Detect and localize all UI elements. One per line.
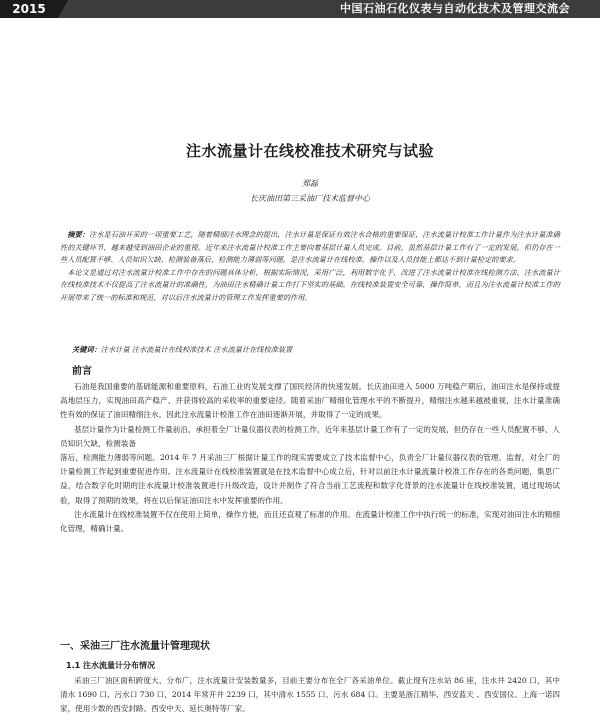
keywords-label: 关键词：: [72, 345, 101, 354]
conference-title: 中国石油石化仪表与自动化技术及管理交流会: [340, 2, 570, 15]
keywords-text: 注水计量 注水流量计在线校准技术 注水流量计在线校准装置: [100, 345, 293, 354]
article-author: 郑磊: [302, 179, 318, 188]
abstract-label: 摘要：: [67, 230, 89, 239]
section-paragraph: 采油三厂油区面积跨度大、分布广，注水流量计安装数量多，目前主要分布在全厂各采油单位。截止现有注水站 86 座，注水井 2420 口，其中清水 1690 口、污水口 730 口，2014 年常开井 2239 口，其中清水 1555 口、污水 684 口。主要是浙江精华、西安蓝天 、西安国仪、上海一诺四家，使用少数的西安封路、西安中天、延长奥特等厂家。: [60, 676, 560, 714]
subsection-heading: 1.1 注水流量计分布情况: [66, 661, 155, 670]
abstract-paragraph: [60, 267, 560, 305]
running-header: [0, 0, 600, 18]
intro-text: [60, 380, 560, 536]
intro-heading: 前言: [72, 366, 92, 377]
abstract-text-2: 本论文是通过对注水流量计校准工作中存在的问题具体分析，根据实际情况，采用广泛，利用数字化手，改进了注水流量计校准在线检测方法。注水流量计在线校准技术不仅提高了注水流量计的准确性，为油田注水精确计量工作打下坚实的基础。在线校准装置安全可靠，操作简单，而且为注水流量计校准工作的开展带来了统一的标准和规范，对以后注水流量计的管理工作发挥重要的作用。: [60, 267, 560, 302]
intro-paragraph: 注水流量计在线校准装置不仅在使用上简单，操作方便，而且还直观了标准的作用。在流量计校准工作中执行统一的标准，实现对油田注水的精细化管理，精确计量。: [60, 509, 560, 534]
year-badge: 2015: [0, 0, 58, 18]
intro-paragraph: 落后，检测能力薄弱等问题。2014 年 7 月采油三厂根据计量工作的现实需要成立了技术监督中心，负责全厂计量仪器仪表的管理、监督，对全厂的计量检测工作起到重要促进作用。注水流量计在线校准装置就是在技术监督中心成立后，针对以前注水计量流量计校准工作存在的各类问题，集思广益，结合数字化时期的注水流量计校准装置进行升级改造，设计并制作了符合当前工艺流程和数字化背景的注水流量计在线校准装置，通过现场试验，取得了预期的效果，将在以后保证油田注水中发挥重要的作用。: [60, 453, 560, 505]
intro-paragraph: 石油是我国重要的基础能源和重要原料，石油工业的发展支撑了国民经济的快速发展。长庆油田进入 5000 万吨稳产期后，油田注水是保持或提高地层压力，实现油田高产稳产、并获得较高的采收率的重要途径。随着采油厂精细化管理水平的不断提升，精细注水越来越被重视，注水计量准确性有效的保证了油田精细注水，因此注水流量计校准工作在油田逐渐开展，并取得了一定的成果。: [60, 382, 560, 420]
keywords: [72, 345, 560, 355]
intro-paragraph: 基层计量作为计量检测工作量前沿，承担着全厂计量仪器仪表的检测工作，近年来基层计量工作有了一定的发展，但仍存在一些人员配置不够、人员知识欠缺，检测装备: [60, 424, 560, 448]
author-affiliation: 长庆油田第三采油厂技术监督中心: [250, 194, 370, 203]
section-heading: 一、采油三厂注水流量计管理现状: [60, 641, 210, 652]
abstract-paragraph: [60, 229, 560, 267]
article-title: 注水流量计在线校准技术研究与试验: [185, 142, 434, 160]
abstract-text-1: 注水是石油开采的一项重要工艺，随着精细注水理念的提出，注水计量是保证有效注水合格的重要保证，注水流量计校准工作计量作为注水计量准确性的关键环节，越来越受到油田企业的重视。近年来注水流量计校准工作主要向着基层计量人员完成。目前，虽然基层计量工作有了一定的发展，但仍存在一些人员配置不够、人员知识欠缺、检测装备落后，检测能力薄弱等问题，是注水流量计在线校准，操作以及人员技能上都达不到计量检定的要求。: [60, 230, 560, 265]
abstract: [60, 229, 560, 305]
year-badge-notch: [58, 0, 68, 18]
section-text: [60, 674, 560, 717]
